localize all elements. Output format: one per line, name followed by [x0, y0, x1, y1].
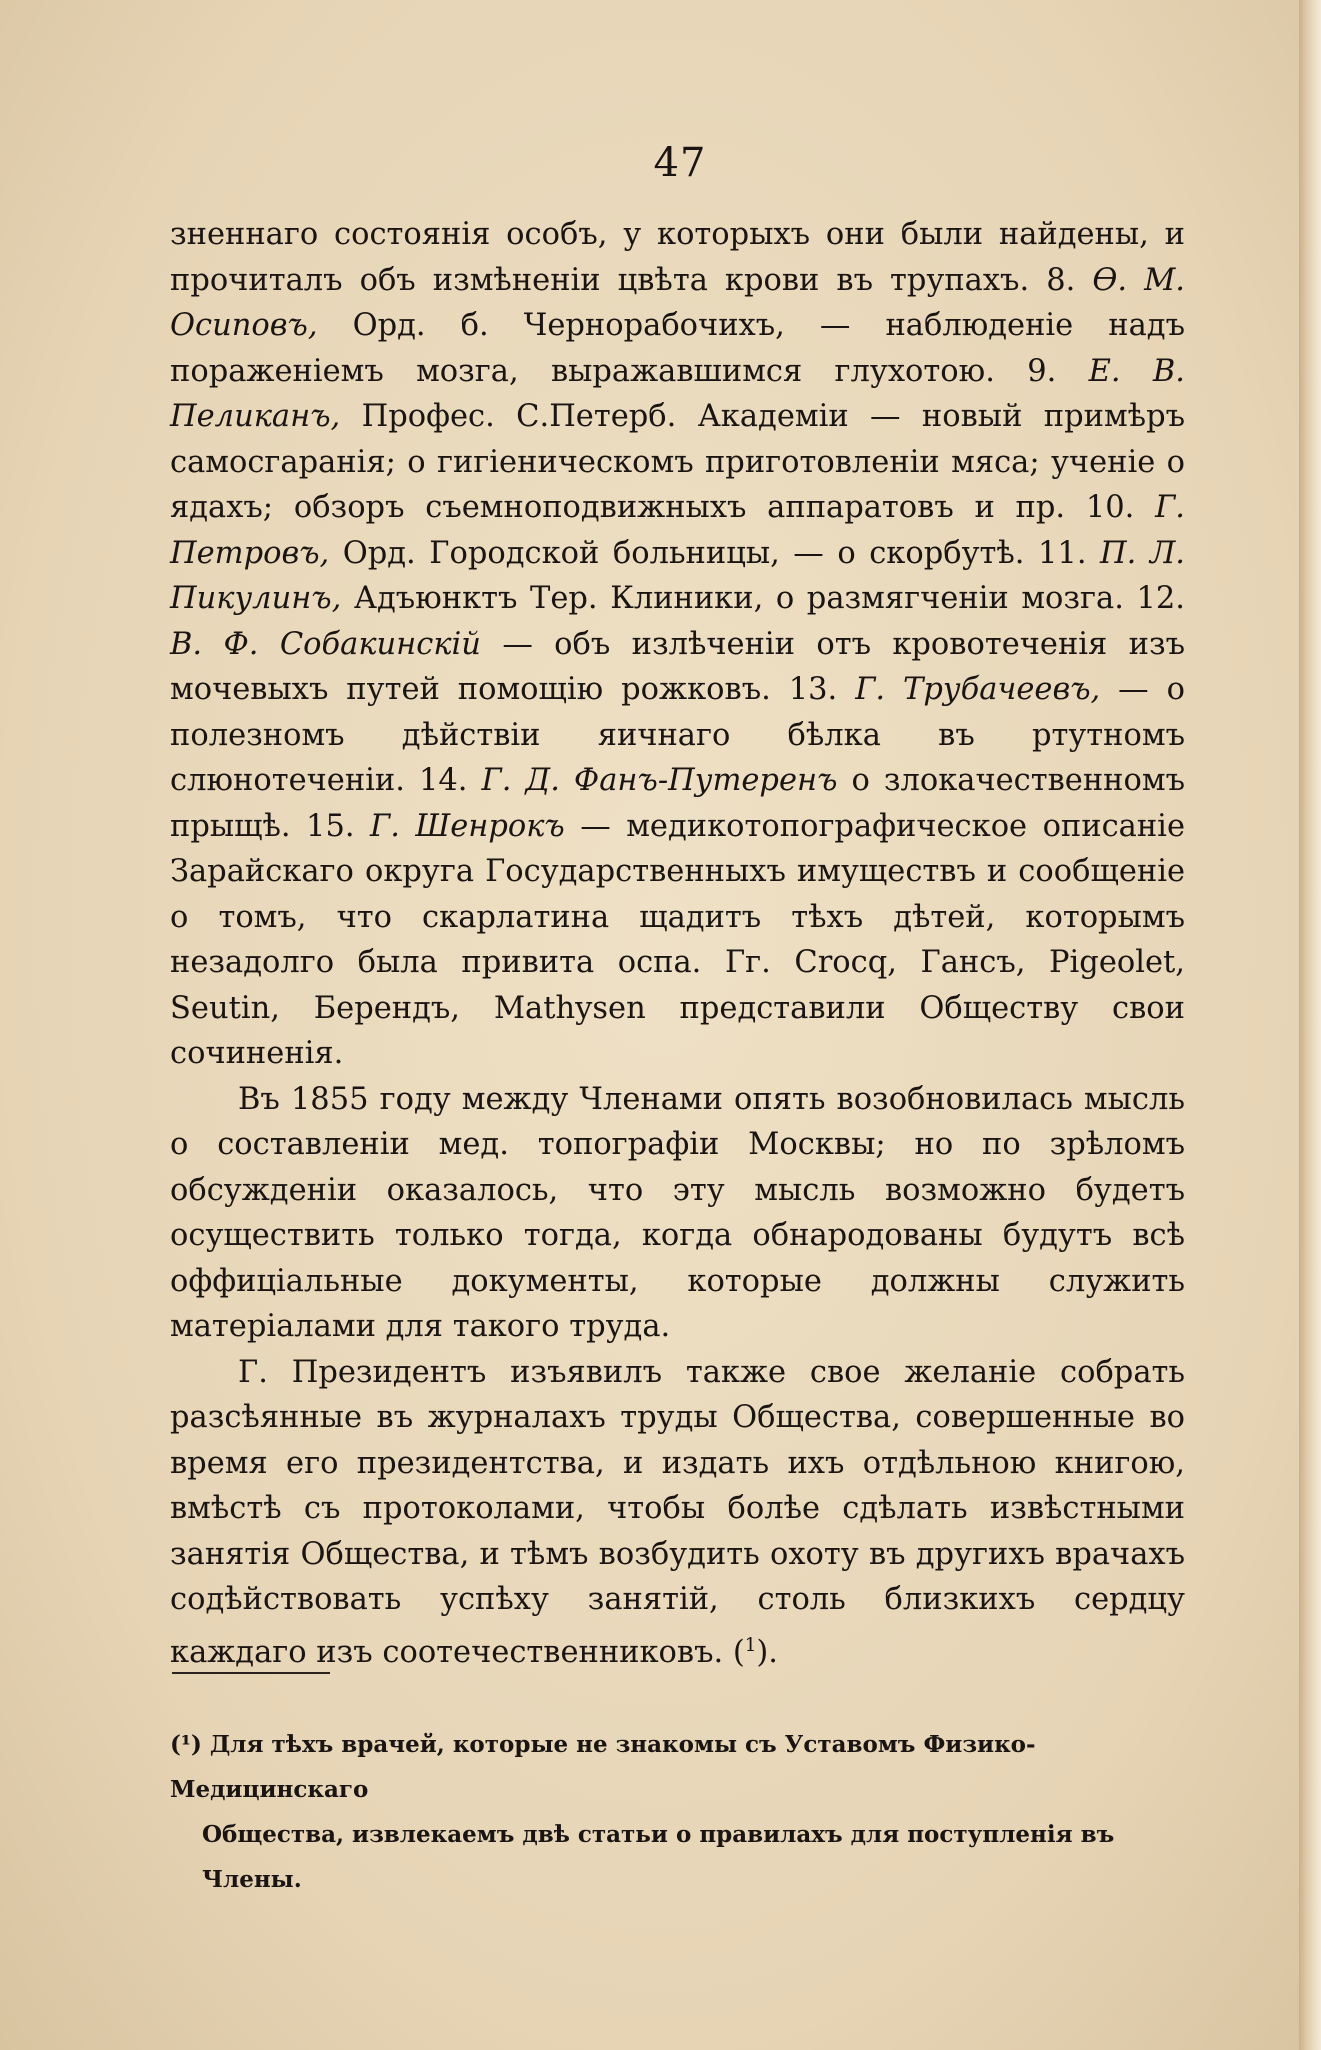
paragraph-1 [170, 212, 1185, 1077]
footnote [170, 1722, 1185, 1902]
text-run: Профес. С.Петерб. Академіи — новый примѣръ самосгаранія; о гигіеническомъ приготовленіи мяса; ученіе о ядахъ; обзоръ съемноподвижныхъ аппаратовъ и пр. 10. [170, 399, 1185, 525]
text-run: Адъюнктъ Тер. Клиники, о размягченіи мозга. 12. [341, 581, 1185, 616]
author-name: Г. Трубачеевъ, [855, 672, 1101, 707]
text-run: — объ излѣченіи отъ кровотеченія изъ мочевыхъ путей помощію рожковъ. 13. [170, 626, 1185, 707]
text-run: зненнаго состоянія особъ, у которыхъ они были найдены, и прочиталъ объ измѣненіи цвѣта крови въ трупахъ. 8. [170, 217, 1185, 298]
text-run: о злокачественномъ прыщѣ. 15. [170, 763, 1185, 844]
text-run: Орд. б. Чернорабочихъ, — наблюденіе надъ пораженіемъ мозга, выражавшимся глухотою. 9. [170, 308, 1185, 389]
footnote-divider [172, 1672, 330, 1674]
text-run: — медикотопографическое описаніе Зарайскаго округа Государственныхъ имуществъ и сообщеніе о томъ, что скарлатина щадитъ тѣхъ дѣтей, которымъ незадолго была привита оспа. Гг. Crocq, Гансъ, Pigeolet, Seutin, Берендъ, Mathysen представили Обществу свои сочиненія. [170, 808, 1185, 1071]
footnote-line-1 [170, 1722, 1185, 1812]
paragraph-3 [170, 1350, 1185, 1676]
body-text [170, 212, 1185, 1675]
footnote-line-2: Общества, извлекаемъ двѣ статьи о правилахъ для поступленія въ Члены. [202, 1821, 1115, 1893]
text-run: ). [756, 1634, 779, 1670]
author-name: Ѳ. М. Осиповъ, [170, 262, 1186, 343]
author-name: Е. В. Пеликанъ, [170, 353, 1185, 434]
page-edge [1299, 0, 1321, 2050]
author-name: В. Ф. Собакинскій [170, 626, 481, 662]
author-name: Г. Д. Фанъ-Путеренъ [481, 763, 838, 798]
paragraph-2 [170, 1077, 1185, 1350]
text-run: Въ 1855 году между Членами опять возобновилась мысль о составленіи мед. топографіи Москвы; но по зрѣломъ обсужденіи оказалось, что эту мысль возможно будетъ осуществить только тогда, когда обнародованы будутъ всѣ оффиціальные документы, которые должны служить матеріалами для такого труда. [170, 1081, 1185, 1344]
footnote-text-1: Для тѣхъ врачей, которые не знакомы съ Уставомъ Физико-Медицинскаго [170, 1731, 1036, 1803]
author-name: П. Л. Пикулинъ, [170, 535, 1185, 616]
text-run: Г. Президентъ изъявилъ также свое желаніе собрать разсѣянные въ журналахъ труды Общества, совершенные во время его президентства, и издать ихъ отдѣльною книгою, вмѣстѣ съ протоколами, чтобы болѣе сдѣлать извѣстными занятія Общества, и тѣмъ возбудить охоту въ другихъ врачахъ содѣйствовать успѣху занятій, столь близкихъ сердцу каждаго изъ соотечественниковъ. ( [170, 1354, 1185, 1670]
footnote-reference: 1 [744, 1634, 757, 1656]
author-name: Г. Петровъ, [170, 490, 1185, 571]
text-run: Орд. Городской больницы, — о скорбутѣ. 11. [329, 535, 1101, 571]
page-number: 47 [653, 140, 707, 186]
author-name: Г. Шенрокъ [370, 808, 565, 844]
footnote-marker: (¹) [170, 1731, 202, 1758]
text-run: — о полезномъ дѣйствіи яичнаго бѣлка въ ртутномъ слюнотеченіи. 14. [170, 672, 1185, 798]
